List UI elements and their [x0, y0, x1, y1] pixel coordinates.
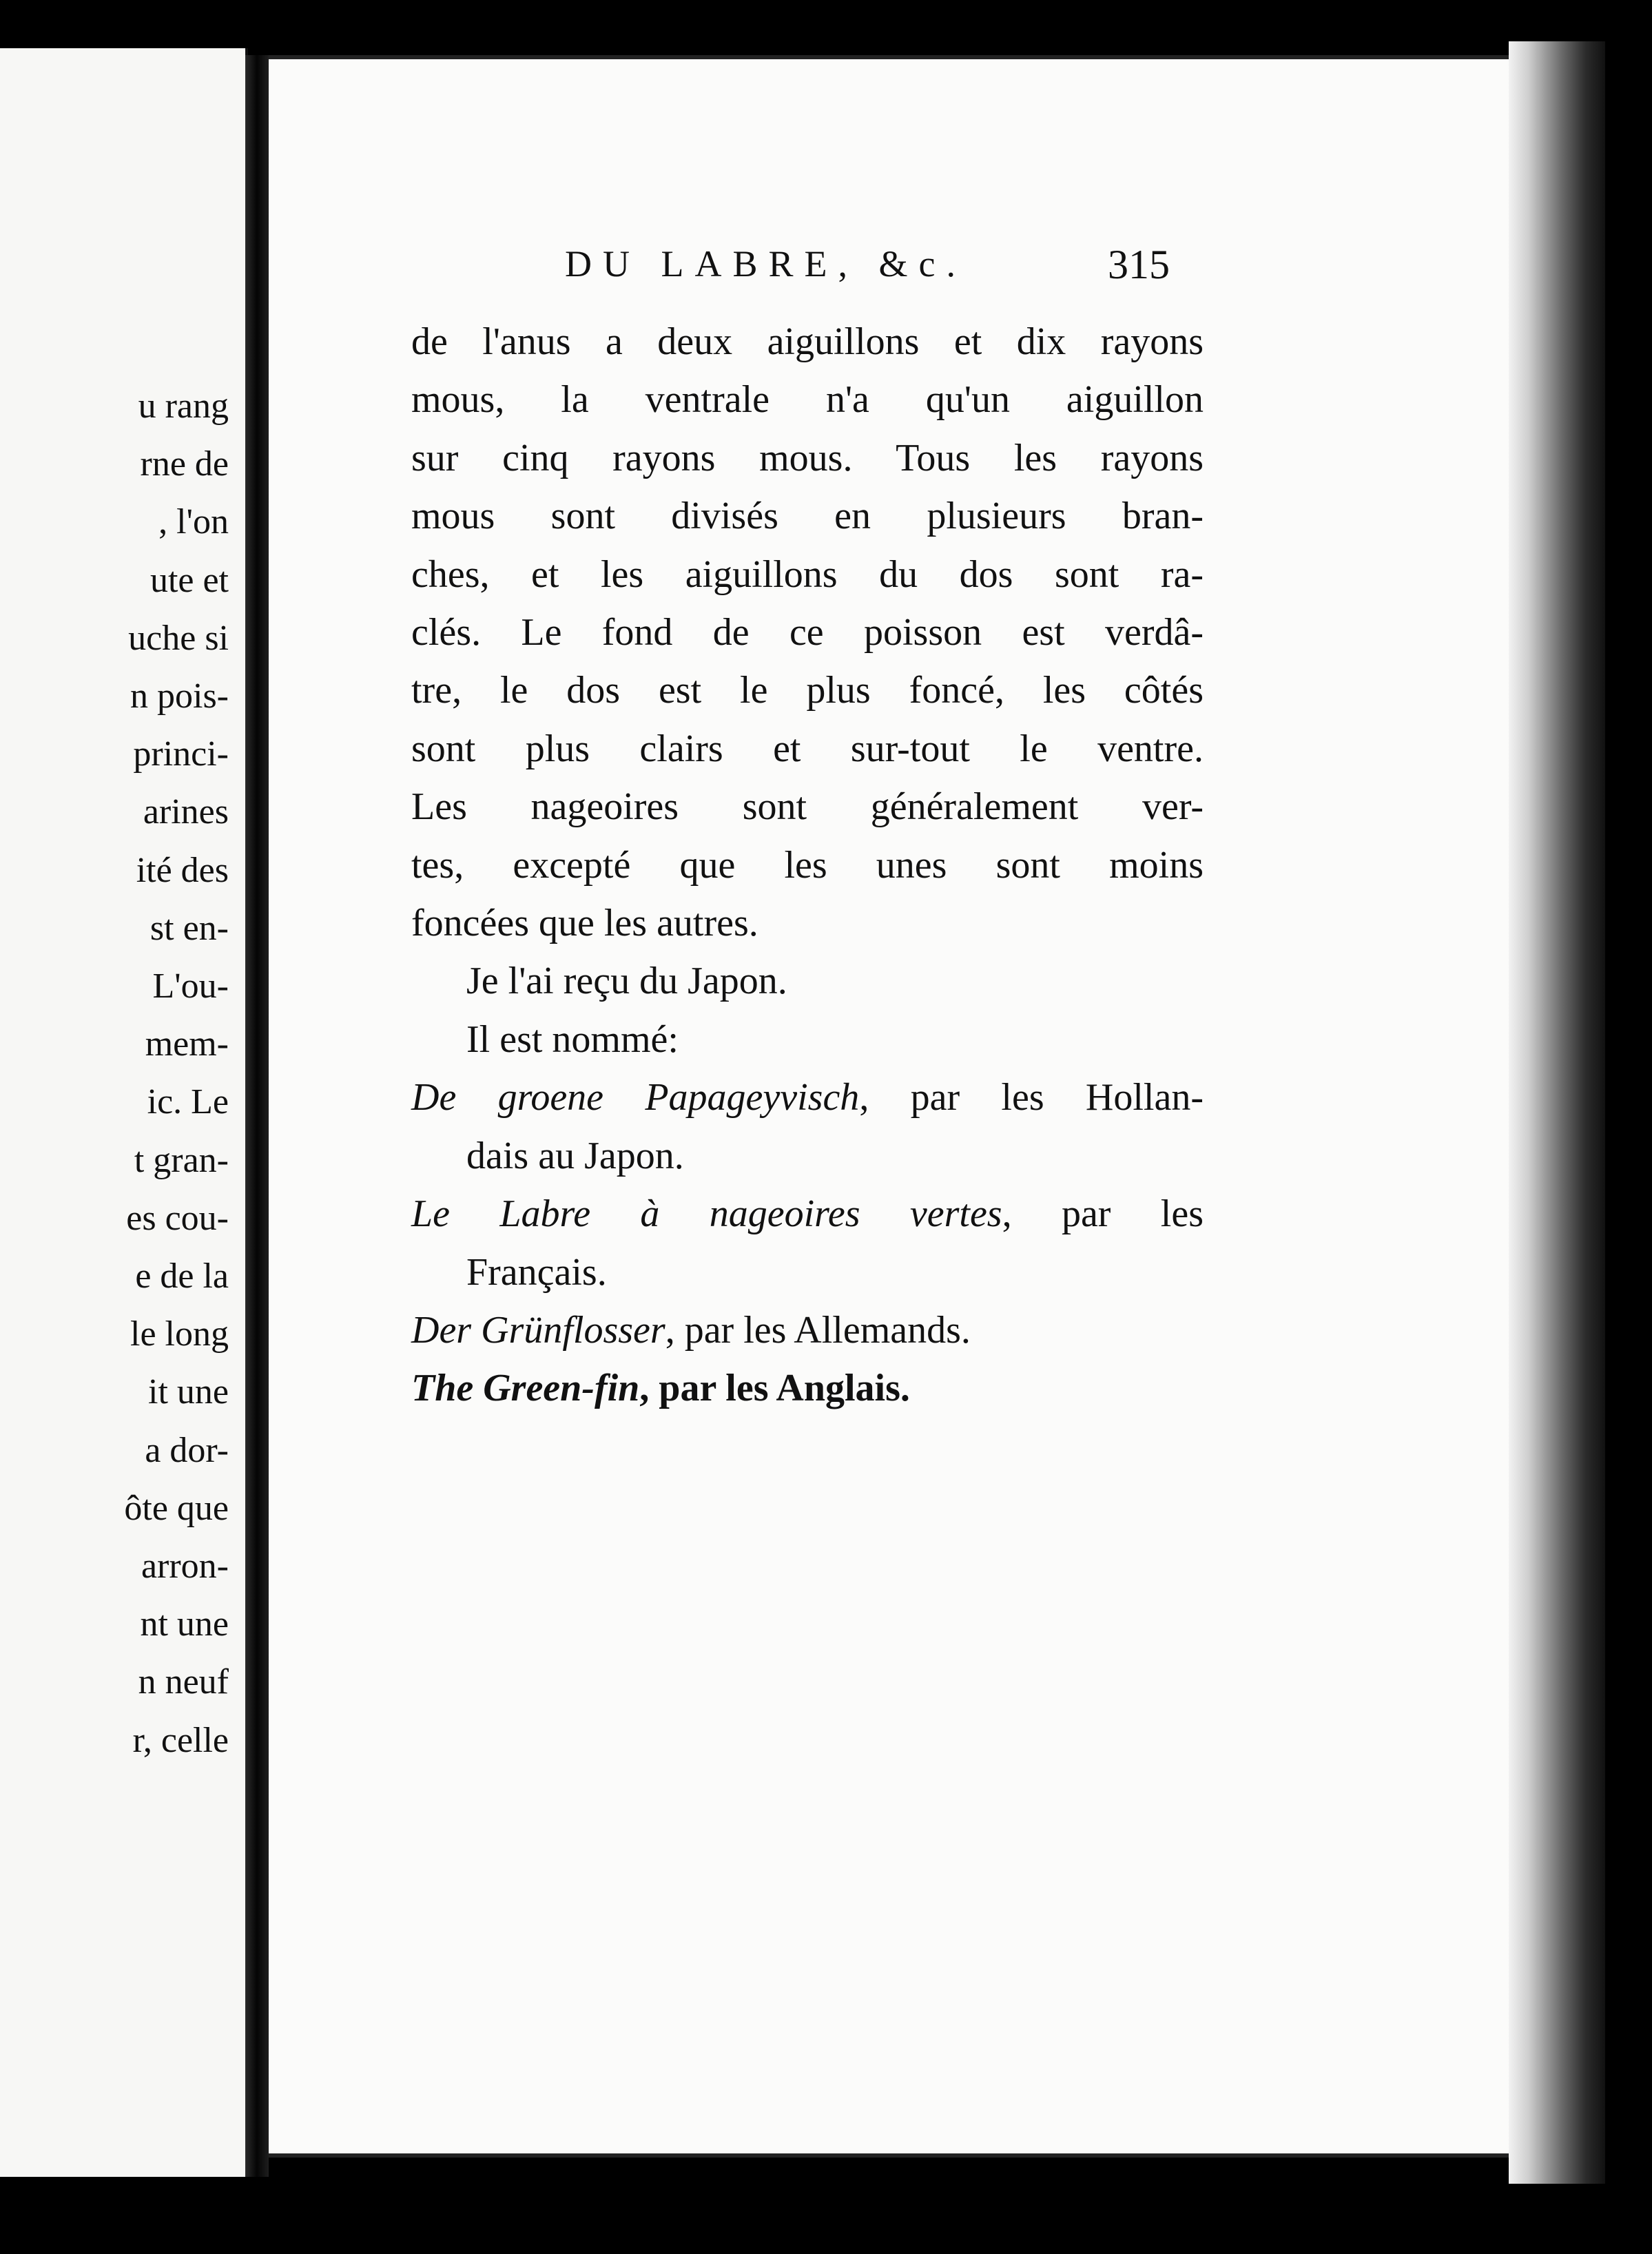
name-entry-german — [411, 1301, 1204, 1359]
left-line: e de la — [135, 1257, 229, 1296]
left-line: rne de — [140, 444, 229, 484]
text-line: sur cinq rayons mous. Tous les rayons — [411, 436, 1204, 479]
left-line: es cou- — [126, 1198, 229, 1238]
left-line: le long — [130, 1314, 229, 1354]
left-line: n neuf — [138, 1662, 229, 1702]
running-head: DU LABRE, &c. — [565, 243, 967, 285]
left-line: arron- — [141, 1547, 229, 1586]
text-line: Les nageoires sont généralement ver- — [411, 785, 1204, 829]
left-line: nt une — [140, 1604, 229, 1644]
name-attribution: , par les Allemands. — [665, 1308, 971, 1352]
species-name: Le Labre à nageoires vertes — [411, 1192, 1002, 1236]
text-line: mous, la ventrale n'a qu'un aiguillon — [411, 378, 1204, 422]
name-attribution: , par les — [1002, 1192, 1204, 1236]
left-line: , l'on — [158, 502, 229, 542]
left-line: mem- — [145, 1024, 229, 1064]
left-line: princi- — [133, 734, 229, 774]
left-line: u rang — [138, 386, 229, 426]
left-line: ité des — [136, 850, 229, 890]
text-line: ches, et les aiguillons du dos sont ra- — [411, 552, 1204, 596]
received-line: Je l'ai reçu du Japon. — [466, 960, 787, 1003]
left-line: ic. Le — [147, 1082, 229, 1122]
left-line: t gran- — [134, 1140, 229, 1180]
left-line: it une — [148, 1372, 229, 1412]
name-entry-dutch — [411, 1068, 1204, 1126]
named-line: Il est nommé: — [466, 1017, 679, 1061]
left-line: ute et — [149, 560, 229, 600]
species-name: The Green-fin — [411, 1367, 640, 1410]
text-line: clés. Le fond de ce poisson est verdâ- — [411, 611, 1204, 654]
text-line: de l'anus a deux aiguillons et dix rayons — [411, 320, 1204, 363]
text-line: foncées que les autres. — [411, 902, 758, 945]
left-line: arines — [143, 792, 229, 832]
species-name: Der Grünflosser — [411, 1308, 665, 1352]
name-entry-english — [411, 1359, 1204, 1417]
left-line: ôte que — [124, 1488, 229, 1528]
name-entry-continuation: dais au Japon. — [466, 1134, 684, 1177]
name-entry-french — [411, 1185, 1204, 1243]
name-entry-continuation: Français. — [466, 1250, 607, 1294]
left-line: r, celle — [132, 1720, 229, 1760]
name-attribution: , par les Hollan- — [859, 1076, 1204, 1119]
main-text — [411, 313, 1204, 1418]
text-line: tes, excepté que les unes sont moins — [411, 843, 1204, 887]
left-page-text — [124, 378, 229, 1770]
page-edge-shadow — [1509, 41, 1605, 2184]
left-line: uche si — [128, 618, 229, 658]
species-name: De groene Papageyvisch — [411, 1076, 860, 1119]
book-gutter — [245, 55, 269, 2177]
left-line: n pois- — [130, 676, 229, 716]
name-attribution: , par les Anglais. — [639, 1367, 910, 1410]
text-line: mous sont divisés en plusieurs bran- — [411, 495, 1204, 538]
left-line: L'ou- — [152, 966, 229, 1006]
show-through-text — [413, 1426, 1171, 1608]
text-line: sont plus clairs et sur-tout le ventre. — [411, 727, 1204, 770]
text-line: tre, le dos est le plus foncé, les côtés — [411, 669, 1204, 712]
left-page — [0, 48, 248, 2177]
left-line: st en- — [149, 908, 229, 948]
page-number: 315 — [1108, 242, 1170, 287]
left-line: a dor- — [145, 1430, 229, 1470]
